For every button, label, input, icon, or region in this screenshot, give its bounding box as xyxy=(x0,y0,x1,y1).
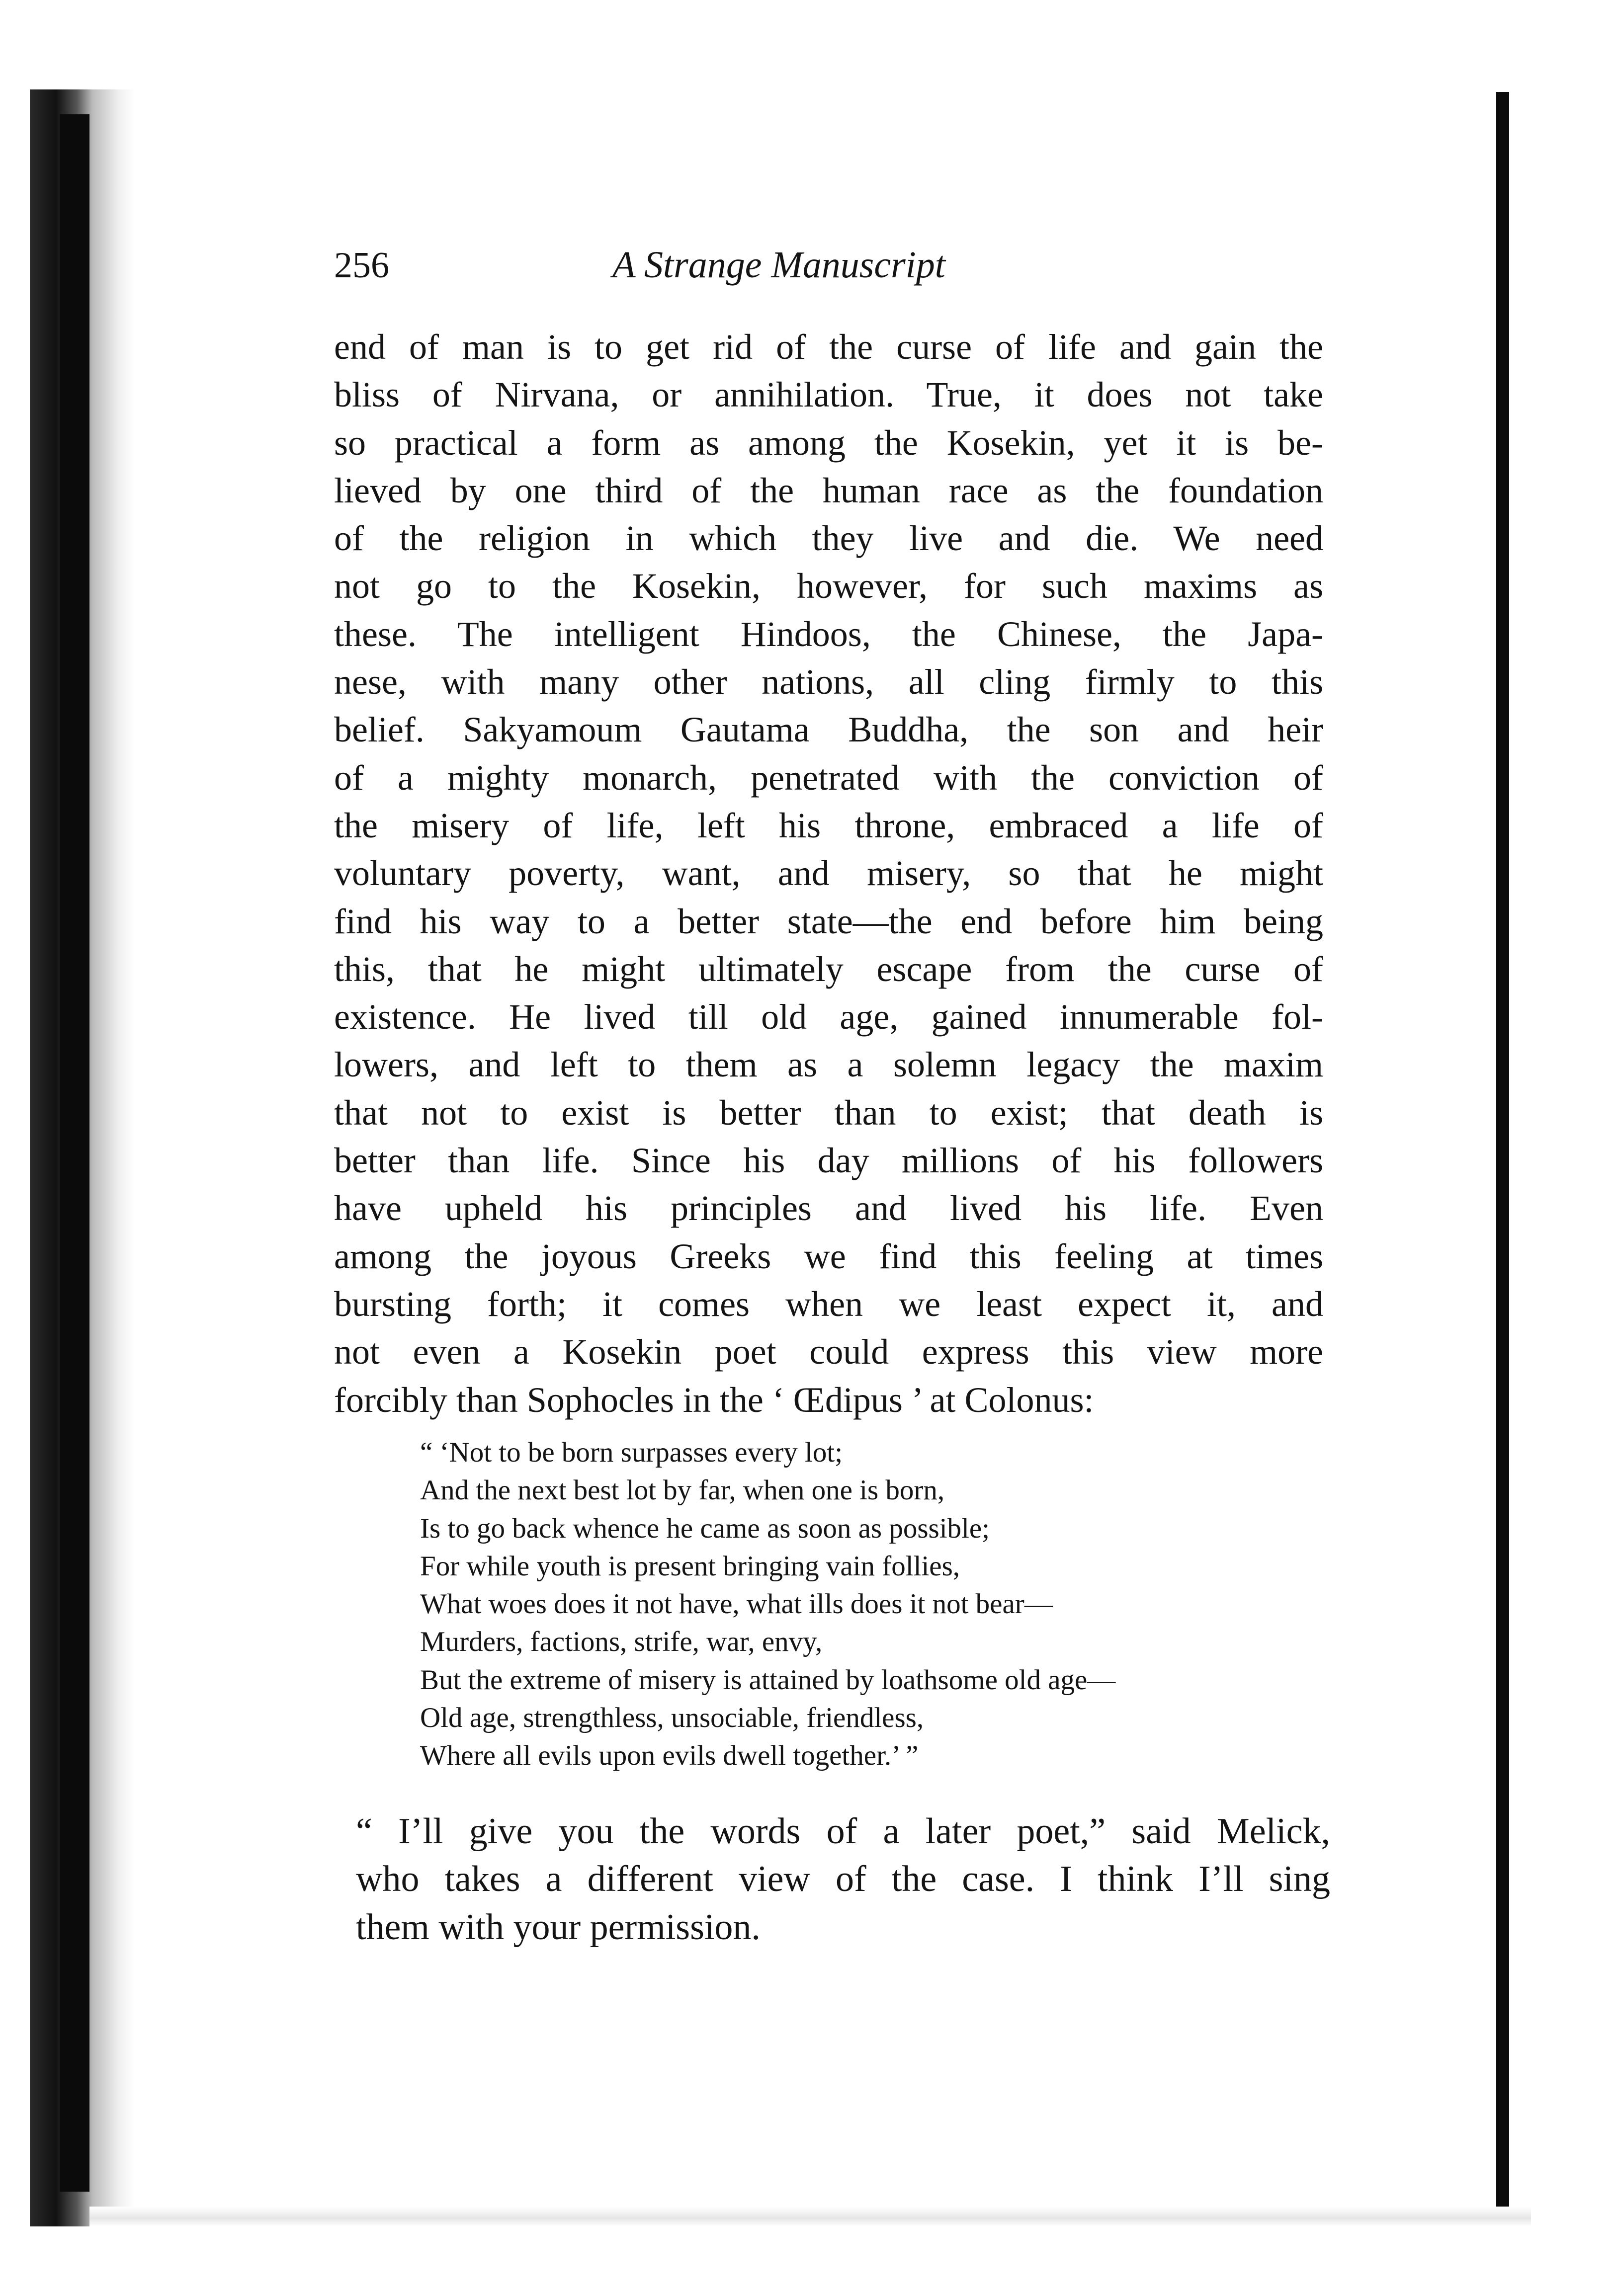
verse-line: But the extreme of misery is attained by loathsome old age— xyxy=(420,1664,1116,1696)
scan-binding-edge xyxy=(60,114,89,2192)
verse-line: And the next best lot by far, when one is born, xyxy=(420,1475,945,1506)
text-line: of a mighty monarch, penetrated with the conviction of xyxy=(334,757,1323,798)
verse-line: Where all evils upon evils dwell together.’ ” xyxy=(420,1740,919,1772)
verse-line: For while youth is present bringing vain follies, xyxy=(420,1550,960,1582)
verse-quotation xyxy=(420,1434,1315,1775)
text-line: not even a Kosekin poet could express this view more xyxy=(334,1332,1323,1372)
text-line: lowers, and left to them as a solemn legacy the maxim xyxy=(334,1045,1323,1085)
page-number: 256 xyxy=(334,245,389,286)
scan-bottom-edge xyxy=(89,2207,1531,2226)
text-line: existence. He lived till old age, gained innumerable fol- xyxy=(334,997,1323,1037)
verse-line: “ ‘Not to be born surpasses every lot; xyxy=(420,1437,843,1468)
text-line: among the joyous Greeks we find this feeling at times xyxy=(334,1236,1323,1276)
text-line: better than life. Since his day millions of his followers xyxy=(334,1141,1323,1181)
verse-line: What woes does it not have, what ills does it not bear— xyxy=(420,1588,1053,1620)
text-line: nese, with many other nations, all cling firmly to this xyxy=(334,662,1323,702)
verse-line: Murders, factions, strife, war, envy, xyxy=(420,1626,823,1658)
text-line: belief. Sakyamoum Gautama Buddha, the son and heir xyxy=(334,710,1323,750)
text-line: have upheld his principles and lived his life. Even xyxy=(334,1188,1323,1229)
text-line: “ I’ll give you the words of a later poet,” said Melick, xyxy=(356,1811,1330,1852)
text-line: forcibly than Sophocles in the ‘ Œdipus ’ at Colonus: xyxy=(334,1380,1094,1420)
text-line: bliss of Nirvana, or annihilation. True, it does not take xyxy=(334,375,1323,415)
text-line: bursting forth; it comes when we least expect it, and xyxy=(334,1284,1323,1324)
text-line: this, that he might ultimately escape from the curse of xyxy=(334,949,1323,989)
text-line: voluntary poverty, want, and misery, so that he might xyxy=(334,853,1323,894)
running-head xyxy=(334,239,1323,293)
verse-line: Old age, strengthless, unsociable, friendless, xyxy=(420,1702,924,1734)
text-line: who takes a different view of the case. I think I’ll sing xyxy=(356,1859,1330,1900)
text-line: of the religion in which they live and die. We need xyxy=(334,518,1323,559)
verse-line: Is to go back whence he came as soon as possible; xyxy=(420,1512,990,1544)
closing-paragraph xyxy=(356,1806,1330,1950)
text-line: lieved by one third of the human race as the foundation xyxy=(334,470,1323,510)
text-line: that not to exist is better than to exist; that death is xyxy=(334,1092,1323,1133)
text-line: so practical a form as among the Kosekin, yet it is be- xyxy=(334,422,1323,463)
scan-right-edge xyxy=(1496,92,1509,2224)
text-line: these. The intelligent Hindoos, the Chinese, the Japa- xyxy=(334,614,1323,654)
text-line: them with your permission. xyxy=(356,1906,761,1948)
body-paragraph xyxy=(334,323,1323,1424)
page-title: A Strange Manuscript xyxy=(612,244,945,286)
text-line: not go to the Kosekin, however, for such maxims as xyxy=(334,566,1323,606)
text-line: the misery of life, left his throne, embraced a life of xyxy=(334,805,1323,845)
text-line: find his way to a better state—the end before him being xyxy=(334,901,1323,941)
text-line: end of man is to get rid of the curse of life and gain the xyxy=(334,327,1323,367)
